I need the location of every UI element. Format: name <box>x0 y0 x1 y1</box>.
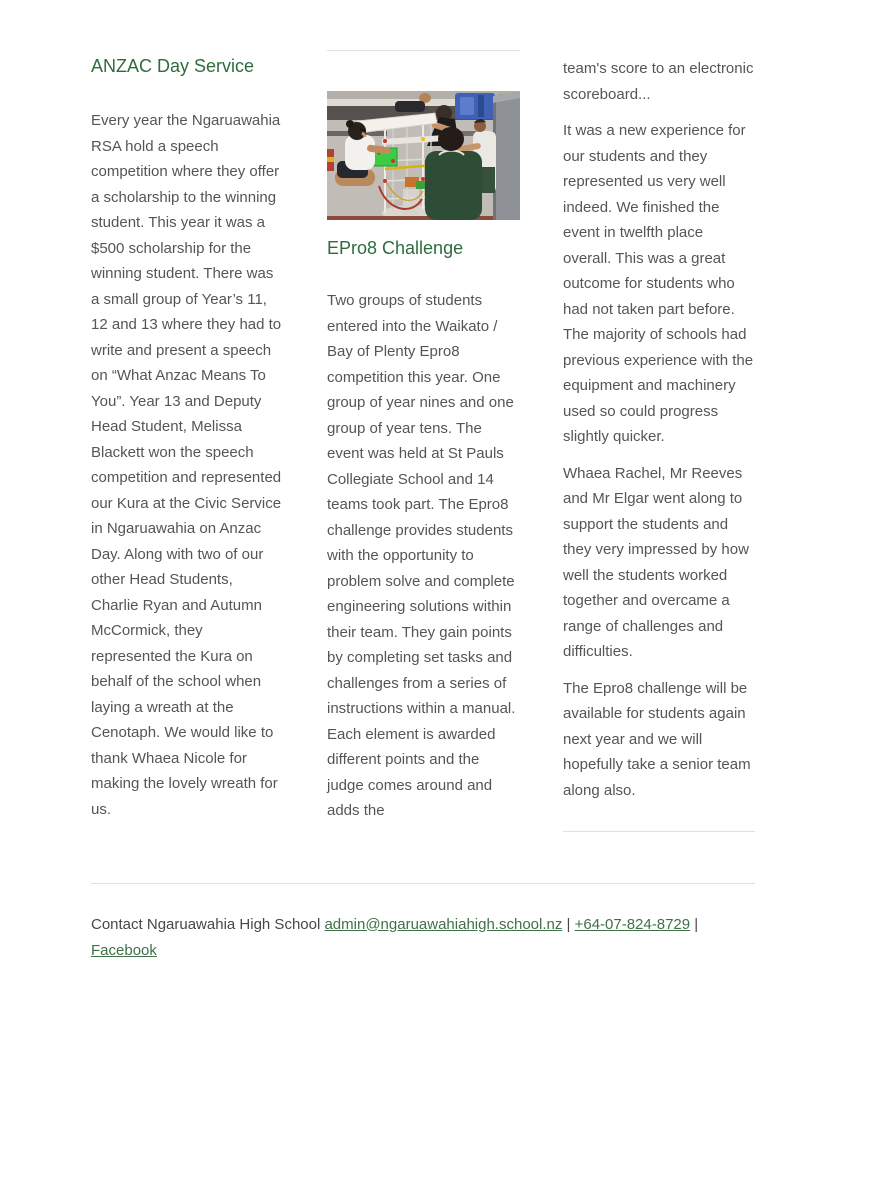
epro8-article-body-p2: It was a new experience for our students and they represented us very well indeed. We finished the event in twelfth place overall. This was a great outcome for students who had not taken part before. The majority of schools had previous experience with the equipment and machinery used so could progress slightly quicker. <box>563 122 754 445</box>
footer-email-link[interactable]: admin@ngaruawahiahigh.school.nz <box>324 915 563 933</box>
column-epro8 <box>327 50 520 835</box>
footer-divider <box>91 883 755 884</box>
epro8-challenge-photo <box>327 91 520 220</box>
footer-phone-link[interactable]: +64-07-824-8729 <box>574 915 691 933</box>
anzac-article-body: Every year the Ngaruawahia RSA hold a speech competition where they offer a scholarship to the winning student. This year it was a $500 scholarship for the winning student. There was a small group of Year’s 11, 12 and 13 where they had to write and present a speech on “What Anzac Means To You”. Year 13 and Deputy Head Student, Melissa Blackett won the speech competition and represented our Kura at the Civic Service in Ngaruawahia on Anzac Day. Along with two of our other Head Students, Charlie Ryan and Autumn McCormick, they represented the Kura on behalf of the school when laying a wreath at the Cenotaph. We would like to thank Whaea Nicole for making the lovely wreath for us. <box>91 112 282 818</box>
column-top-divider <box>327 50 520 51</box>
epro8-article-body-p4: The Epro8 challenge will be available for students again next year and we will hopefully take a senior team along also. <box>563 679 751 799</box>
footer-facebook-link[interactable]: Facebook <box>91 941 157 959</box>
epro8-article-body-col2: Two groups of students entered into the Waikato / Bay of Plenty Epro8 competition this year. One group of year nines and one group of year tens. The event was held at St Pauls Collegiate School and 14 teams took part. The Epro8 challenge provides students with the opportunity to problem solve and complete engineering solutions within their team. They gain points by completing set tasks and challenges from a series of instructions within a manual. Each element is awarded different points and the judge comes around and adds the <box>327 292 516 819</box>
anzac-article-title: ANZAC Day Service <box>91 56 255 76</box>
column-epro8-continued <box>563 50 755 835</box>
newsletter-content <box>91 0 755 964</box>
epro8-article-body-p3: Whaea Rachel, Mr Reeves and Mr Elgar went along to support the students and they very impressed by how well the students worked together and overcame a range of challenges and difficulties. <box>563 464 749 660</box>
column-anzac <box>91 50 283 835</box>
epro8-article-body-p1: team's score to an electronic scoreboard... <box>563 60 754 103</box>
photo-grey-box <box>493 91 520 220</box>
footer-separator-1: | <box>562 915 575 933</box>
footer-contact-prefix: Contact Ngaruawahia High School <box>91 915 325 933</box>
footer-separator-2: | <box>690 915 699 933</box>
article-end-divider <box>563 831 755 832</box>
epro8-article-title: EPro8 Challenge <box>327 238 464 258</box>
article-columns <box>91 50 755 835</box>
footer-contact-line <box>91 912 755 965</box>
